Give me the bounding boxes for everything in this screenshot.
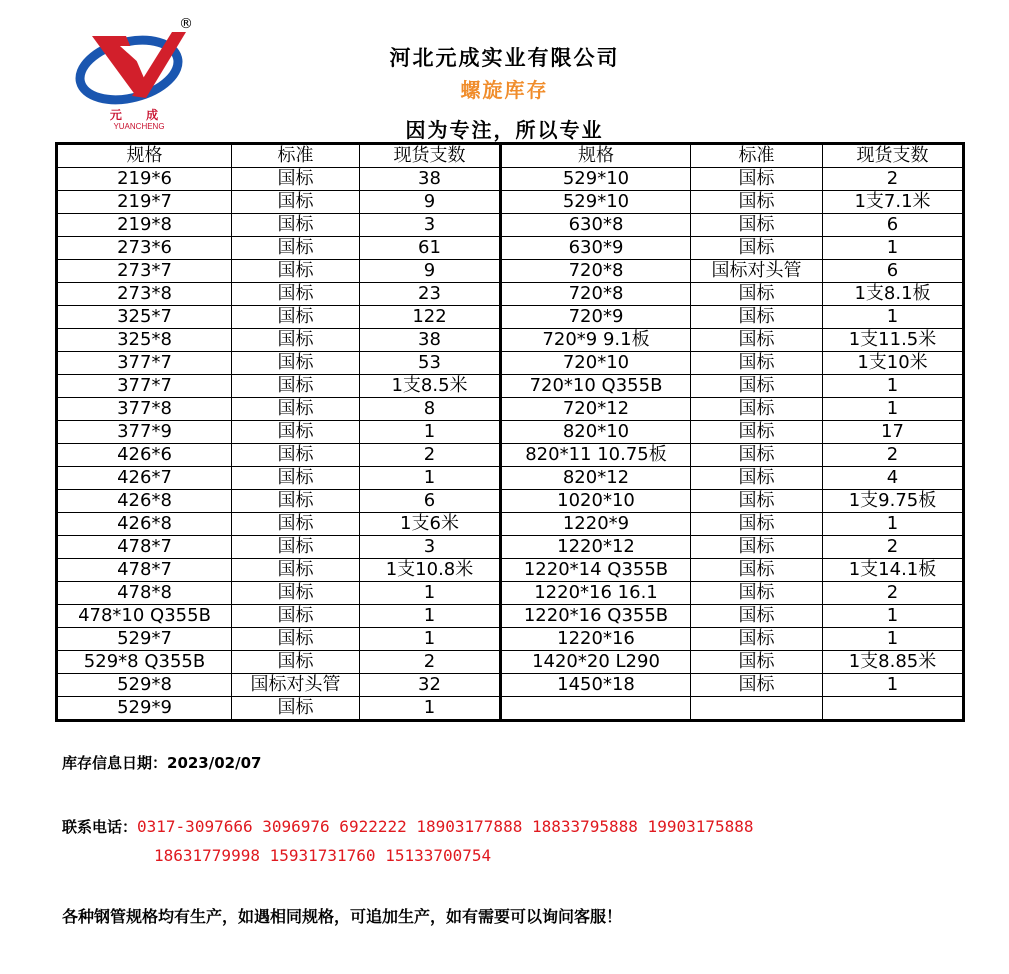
standard-cell: 国标 (232, 467, 360, 490)
spec-cell-2: 1220*9 (501, 513, 691, 536)
slogan: 因为专注，所以专业 (405, 118, 604, 142)
standard-cell: 国标 (232, 306, 360, 329)
count-cell-2: 1支8.1板 (823, 283, 964, 306)
logo-english-text: YUANCHENG (113, 122, 165, 131)
spec-cell-2: 1450*18 (501, 674, 691, 697)
spec-cell: 325*7 (57, 306, 232, 329)
count-cell: 1支10.8米 (360, 559, 501, 582)
spec-cell: 529*7 (57, 628, 232, 651)
spec-cell-2: 720*12 (501, 398, 691, 421)
standard-cell: 国标 (232, 651, 360, 674)
table-header-row (57, 144, 964, 168)
spec-cell: 273*7 (57, 260, 232, 283)
spec-cell-2: 630*8 (501, 214, 691, 237)
count-cell: 3 (360, 536, 501, 559)
table-row (57, 398, 964, 421)
spec-cell-2: 720*9 (501, 306, 691, 329)
count-cell: 1 (360, 421, 501, 444)
count-cell-2: 1 (823, 306, 964, 329)
spec-cell-2: 1420*20 L290 (501, 651, 691, 674)
count-cell-2: 1支8.85米 (823, 651, 964, 674)
spec-cell: 273*8 (57, 283, 232, 306)
count-cell: 1 (360, 605, 501, 628)
spec-cell-2: 1220*12 (501, 536, 691, 559)
spec-cell: 478*10 Q355B (57, 605, 232, 628)
count-cell: 122 (360, 306, 501, 329)
spec-cell: 377*7 (57, 352, 232, 375)
spec-cell: 529*8 Q355B (57, 651, 232, 674)
spec-cell: 426*8 (57, 490, 232, 513)
spec-cell-2: 820*10 (501, 421, 691, 444)
count-cell-2: 1支10米 (823, 352, 964, 375)
spec-cell: 377*8 (57, 398, 232, 421)
spec-cell-2: 1220*16 (501, 628, 691, 651)
standard-cell-2: 国标 (691, 283, 823, 306)
spec-cell-2: 720*8 (501, 283, 691, 306)
count-cell: 61 (360, 237, 501, 260)
standard-cell-2: 国标 (691, 674, 823, 697)
spec-cell: 426*6 (57, 444, 232, 467)
count-cell: 1支6米 (360, 513, 501, 536)
count-cell: 2 (360, 651, 501, 674)
standard-cell: 国标对头管 (232, 674, 360, 697)
count-cell: 1支8.5米 (360, 375, 501, 398)
count-cell: 9 (360, 191, 501, 214)
header-spec-2: 规格 (501, 144, 691, 168)
count-cell-2: 1 (823, 375, 964, 398)
spec-cell: 273*6 (57, 237, 232, 260)
contact-phones-2: 18631779998 15931731760 15133700754 (154, 846, 492, 865)
standard-cell-2: 国标 (691, 352, 823, 375)
spec-cell: 478*7 (57, 559, 232, 582)
standard-cell: 国标 (232, 283, 360, 306)
spec-cell: 219*8 (57, 214, 232, 237)
standard-cell-2: 国标 (691, 536, 823, 559)
table-row (57, 214, 964, 237)
count-cell: 3 (360, 214, 501, 237)
spec-cell: 529*9 (57, 697, 232, 721)
table-row (57, 260, 964, 283)
table-row (57, 697, 964, 721)
standard-cell-2: 国标 (691, 582, 823, 605)
spec-cell: 426*7 (57, 467, 232, 490)
standard-cell-2: 国标 (691, 329, 823, 352)
standard-cell-2: 国标 (691, 191, 823, 214)
count-cell: 2 (360, 444, 501, 467)
standard-cell: 国标 (232, 559, 360, 582)
standard-cell: 国标 (232, 329, 360, 352)
spec-cell: 377*7 (57, 375, 232, 398)
standard-cell-2: 国标 (691, 214, 823, 237)
count-cell-2: 2 (823, 536, 964, 559)
standard-cell: 国标 (232, 421, 360, 444)
table-row (57, 467, 964, 490)
registered-mark: ® (179, 16, 193, 32)
table-row (57, 651, 964, 674)
spec-cell: 478*8 (57, 582, 232, 605)
contact-phones-1: 0317-3097666 3096976 6922222 18903177888 18833795888 19903175888 (137, 817, 754, 836)
standard-cell-2: 国标 (691, 444, 823, 467)
spec-cell: 426*8 (57, 513, 232, 536)
standard-cell: 国标 (232, 536, 360, 559)
inventory-date: 库存信息日期：2023/02/07 (62, 754, 262, 772)
table-row (57, 421, 964, 444)
spec-cell-2: 1220*16 16.1 (501, 582, 691, 605)
standard-cell: 国标 (232, 697, 360, 721)
count-cell-2: 1 (823, 674, 964, 697)
spec-cell-2: 720*8 (501, 260, 691, 283)
table-row (57, 352, 964, 375)
standard-cell-2: 国标 (691, 168, 823, 191)
standard-cell: 国标 (232, 191, 360, 214)
table-row (57, 191, 964, 214)
standard-cell-2: 国标 (691, 306, 823, 329)
standard-cell-2: 国标 (691, 605, 823, 628)
header-standard: 标准 (232, 144, 360, 168)
count-cell: 9 (360, 260, 501, 283)
count-cell: 8 (360, 398, 501, 421)
standard-cell-2: 国标 (691, 651, 823, 674)
standard-cell-2: 国标对头管 (691, 260, 823, 283)
count-cell: 1 (360, 697, 501, 721)
standard-cell-2: 国标 (691, 398, 823, 421)
spec-cell: 219*6 (57, 168, 232, 191)
count-cell: 1 (360, 582, 501, 605)
table-row (57, 237, 964, 260)
count-cell-2: 1 (823, 605, 964, 628)
production-note: 各种钢管规格均有生产，如遇相同规格，可追加生产，如有需要可以询问客服！ (62, 907, 623, 926)
count-cell-2: 1 (823, 398, 964, 421)
standard-cell-2: 国标 (691, 628, 823, 651)
standard-cell: 国标 (232, 444, 360, 467)
spec-cell-2: 529*10 (501, 168, 691, 191)
count-cell-2: 1支9.75板 (823, 490, 964, 513)
header-count-2: 现货支数 (823, 144, 964, 168)
standard-cell: 国标 (232, 214, 360, 237)
count-cell-2: 1支14.1板 (823, 559, 964, 582)
count-cell: 1 (360, 628, 501, 651)
spec-cell-2: 720*9 9.1板 (501, 329, 691, 352)
spec-cell: 478*7 (57, 536, 232, 559)
spec-cell: 325*8 (57, 329, 232, 352)
count-cell: 23 (360, 283, 501, 306)
header-standard-2: 标准 (691, 144, 823, 168)
standard-cell-2: 国标 (691, 467, 823, 490)
standard-cell: 国标 (232, 237, 360, 260)
table-row (57, 375, 964, 398)
table-row (57, 513, 964, 536)
table-row (57, 306, 964, 329)
standard-cell-2 (691, 697, 823, 721)
spec-cell-2: 1220*14 Q355B (501, 559, 691, 582)
standard-cell: 国标 (232, 605, 360, 628)
spec-cell-2: 529*10 (501, 191, 691, 214)
spec-cell: 219*7 (57, 191, 232, 214)
spec-cell-2: 820*12 (501, 467, 691, 490)
contact-line (62, 816, 754, 837)
standard-cell: 国标 (232, 628, 360, 651)
count-cell-2: 2 (823, 582, 964, 605)
logo-chinese-text: 元 成 (109, 108, 169, 122)
stock-table-body (57, 168, 964, 721)
count-cell-2: 1 (823, 628, 964, 651)
spec-cell-2: 720*10 (501, 352, 691, 375)
standard-cell: 国标 (232, 582, 360, 605)
header-count: 现货支数 (360, 144, 501, 168)
table-row (57, 168, 964, 191)
standard-cell-2: 国标 (691, 513, 823, 536)
count-cell-2: 1 (823, 237, 964, 260)
count-cell-2: 6 (823, 214, 964, 237)
stock-table (55, 142, 965, 722)
standard-cell: 国标 (232, 398, 360, 421)
header-spec: 规格 (57, 144, 232, 168)
count-cell: 6 (360, 490, 501, 513)
standard-cell-2: 国标 (691, 559, 823, 582)
table-row (57, 605, 964, 628)
standard-cell: 国标 (232, 513, 360, 536)
standard-cell-2: 国标 (691, 375, 823, 398)
standard-cell-2: 国标 (691, 237, 823, 260)
count-cell: 53 (360, 352, 501, 375)
count-cell-2: 4 (823, 467, 964, 490)
count-cell-2: 2 (823, 444, 964, 467)
standard-cell: 国标 (232, 168, 360, 191)
table-row (57, 283, 964, 306)
spec-cell: 377*9 (57, 421, 232, 444)
standard-cell: 国标 (232, 352, 360, 375)
count-cell-2: 1 (823, 513, 964, 536)
table-row (57, 559, 964, 582)
table-row (57, 444, 964, 467)
table-row (57, 582, 964, 605)
count-cell: 38 (360, 329, 501, 352)
spec-cell-2: 1220*16 Q355B (501, 605, 691, 628)
count-cell: 38 (360, 168, 501, 191)
table-row (57, 536, 964, 559)
count-cell: 32 (360, 674, 501, 697)
standard-cell: 国标 (232, 260, 360, 283)
count-cell-2: 1支11.5米 (823, 329, 964, 352)
count-cell-2: 6 (823, 260, 964, 283)
table-row (57, 628, 964, 651)
page-subtitle: 螺旋库存 (460, 78, 549, 102)
company-name: 河北元成实业有限公司 (389, 45, 620, 70)
spec-cell: 529*8 (57, 674, 232, 697)
count-cell-2 (823, 697, 964, 721)
spec-cell-2 (501, 697, 691, 721)
spec-cell-2: 820*11 10.75板 (501, 444, 691, 467)
standard-cell-2: 国标 (691, 490, 823, 513)
standard-cell: 国标 (232, 375, 360, 398)
count-cell-2: 17 (823, 421, 964, 444)
standard-cell: 国标 (232, 490, 360, 513)
spec-cell-2: 720*10 Q355B (501, 375, 691, 398)
standard-cell-2: 国标 (691, 421, 823, 444)
table-row (57, 329, 964, 352)
count-cell: 1 (360, 467, 501, 490)
spec-cell-2: 1020*10 (501, 490, 691, 513)
count-cell-2: 2 (823, 168, 964, 191)
table-row (57, 674, 964, 697)
table-row (57, 490, 964, 513)
spec-cell-2: 630*9 (501, 237, 691, 260)
count-cell-2: 1支7.1米 (823, 191, 964, 214)
contact-label: 联系电话： (62, 818, 138, 836)
